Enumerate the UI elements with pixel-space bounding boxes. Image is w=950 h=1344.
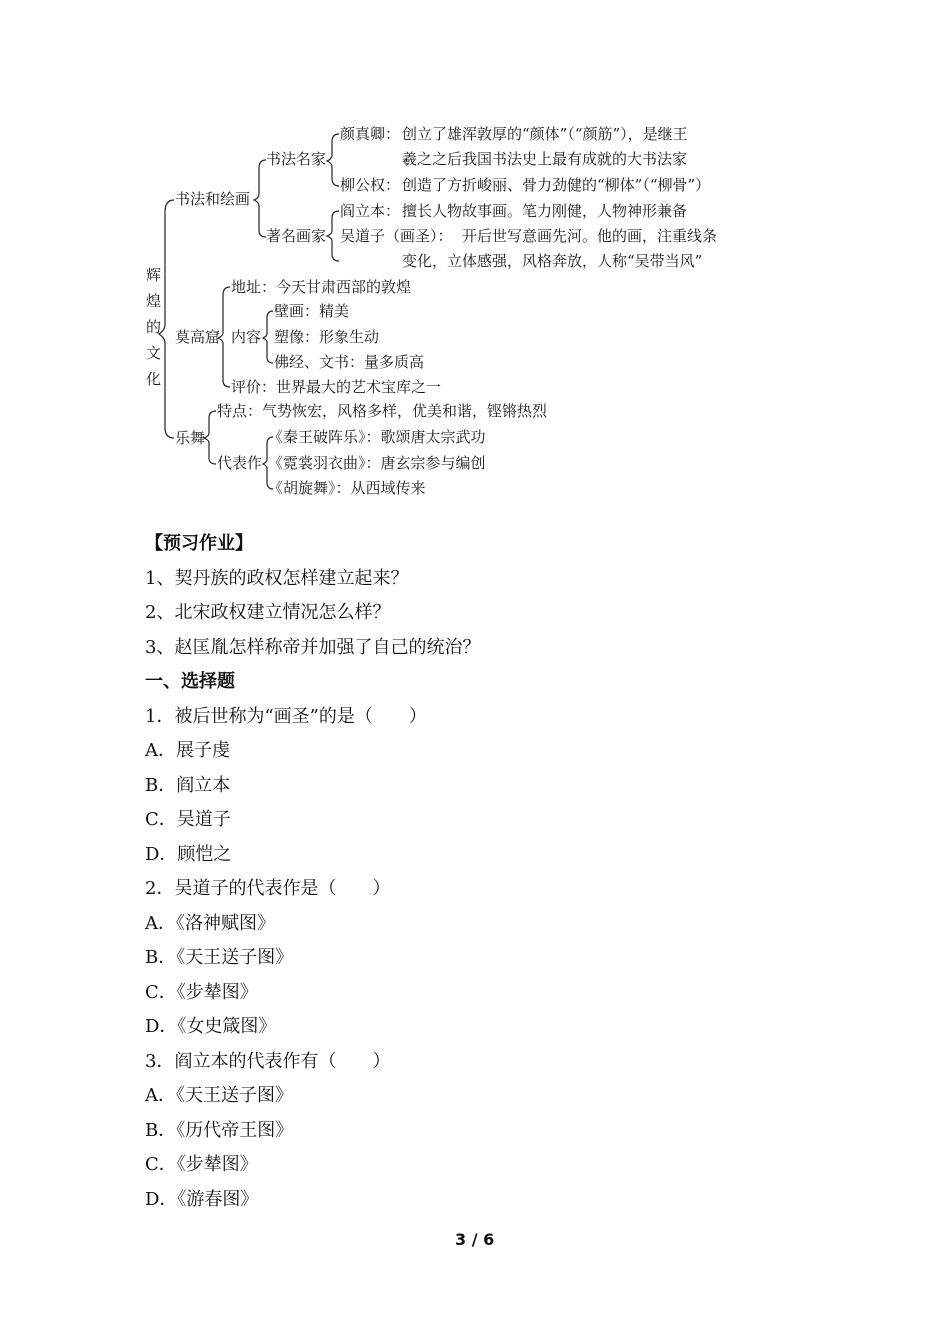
dance-features: 特点：气势恢宏，风格多样，优美和谐，铿锵热烈 (217, 402, 548, 420)
preview-question: 2、北宋政权建立情况怎么样？ (145, 602, 391, 623)
mogao-content-item: 塑像：形象生动 (274, 328, 380, 346)
root-label (146, 262, 162, 392)
wu-daozi-desc-2: 变化，立体感强，风格奔放，人称“吴带当风” (402, 252, 703, 270)
yan-zhenqing-desc-2: 羲之之后我国书法史上最有成就的大书法家 (402, 150, 688, 168)
branch-dance: 乐舞 (175, 429, 206, 447)
root-label-char: 化 (146, 370, 162, 388)
question-stem: 2．吴道子的代表作是（ ） (145, 878, 391, 899)
dance-work-item: 《胡旋舞》：从西域传来 (268, 479, 426, 497)
option: D．《女史箴图》 (145, 1016, 277, 1037)
question-stem: 1．被后世称为“画圣”的是（ ） (145, 706, 427, 727)
page-number: 3 / 6 (455, 1230, 495, 1249)
option: C．《步辇图》 (145, 1154, 258, 1175)
yan-liben-name: 阎立本： (340, 202, 401, 220)
preview-question: 1、契丹族的政权怎样建立起来？ (145, 568, 409, 589)
root-label-char: 文 (146, 344, 162, 362)
mogao-content-label: 内容 (231, 328, 262, 346)
question-stem: 3．阎立本的代表作有（ ） (145, 1051, 391, 1072)
preview-heading: 【预习作业】 (145, 533, 253, 554)
root-label-char: 辉 (146, 266, 162, 284)
option: C．吴道子 (145, 809, 231, 830)
option: D．《游春图》 (145, 1189, 259, 1210)
root-label-char: 煌 (146, 292, 162, 310)
option: D．顾恺之 (145, 844, 232, 865)
brace-calligraphy-painting (254, 160, 266, 237)
section-title: 一、选择题 (145, 671, 235, 692)
liu-gongquan-desc: 创造了方折峻丽、骨力劲健的“柳体”（“柳骨”） (402, 176, 711, 194)
mogao-content-item: 佛经、文书：量多质高 (274, 353, 425, 371)
mogao-address: 地址：今天甘肃西部的敦煌 (231, 278, 412, 296)
preview-question: 3、赵匡胤怎样称帝并加强了自己的统治？ (145, 637, 481, 658)
option: B．《历代帝王图》 (145, 1120, 294, 1141)
mogao-content-item: 壁画：精美 (274, 302, 350, 320)
yan-zhenqing-name: 颜真卿： (340, 125, 401, 143)
option: C．《步辇图》 (145, 982, 258, 1003)
dance-work-item: 《霓裳羽衣曲》：唐玄宗参与编创 (268, 454, 486, 472)
liu-gongquan-name: 柳公权： (340, 176, 401, 194)
brace-calligraphers (327, 134, 339, 186)
option: A．展子虔 (145, 740, 230, 761)
wu-daozi-desc-1: 开后世写意画先河。他的画，注重线条 (462, 227, 718, 245)
brace-painters (327, 211, 339, 261)
root-label-char: 的 (146, 318, 162, 336)
branch-calligraphy-painting: 书法和绘画 (175, 190, 251, 208)
mogao-evaluation: 评价：世界最大的艺术宝库之一 (231, 378, 442, 396)
yan-liben-desc: 擅长人物故事画。笔力刚健，人物神形兼备 (402, 202, 688, 220)
wu-daozi-name: 吴道子（画圣）： (340, 227, 453, 245)
branch-mogao: 莫高窟 (175, 328, 221, 346)
brace-dance (204, 411, 216, 464)
yan-zhenqing-desc-1: 创立了雄浑敦厚的“颜体”（“颜筋”），是继王 (402, 125, 688, 143)
branch-painters: 著名画家 (266, 227, 327, 245)
brace-mogao-content (263, 311, 273, 363)
dance-works-label: 代表作 (217, 454, 263, 472)
branch-calligraphers: 书法名家 (266, 150, 327, 168)
option: B．《天王送子图》 (145, 947, 294, 968)
option: A．《天王送子图》 (145, 1085, 293, 1106)
option: A．《洛神赋图》 (145, 913, 275, 934)
option: B．阎立本 (145, 775, 231, 796)
dance-work-item: 《秦王破阵乐》：歌颂唐太宗武功 (268, 428, 486, 446)
